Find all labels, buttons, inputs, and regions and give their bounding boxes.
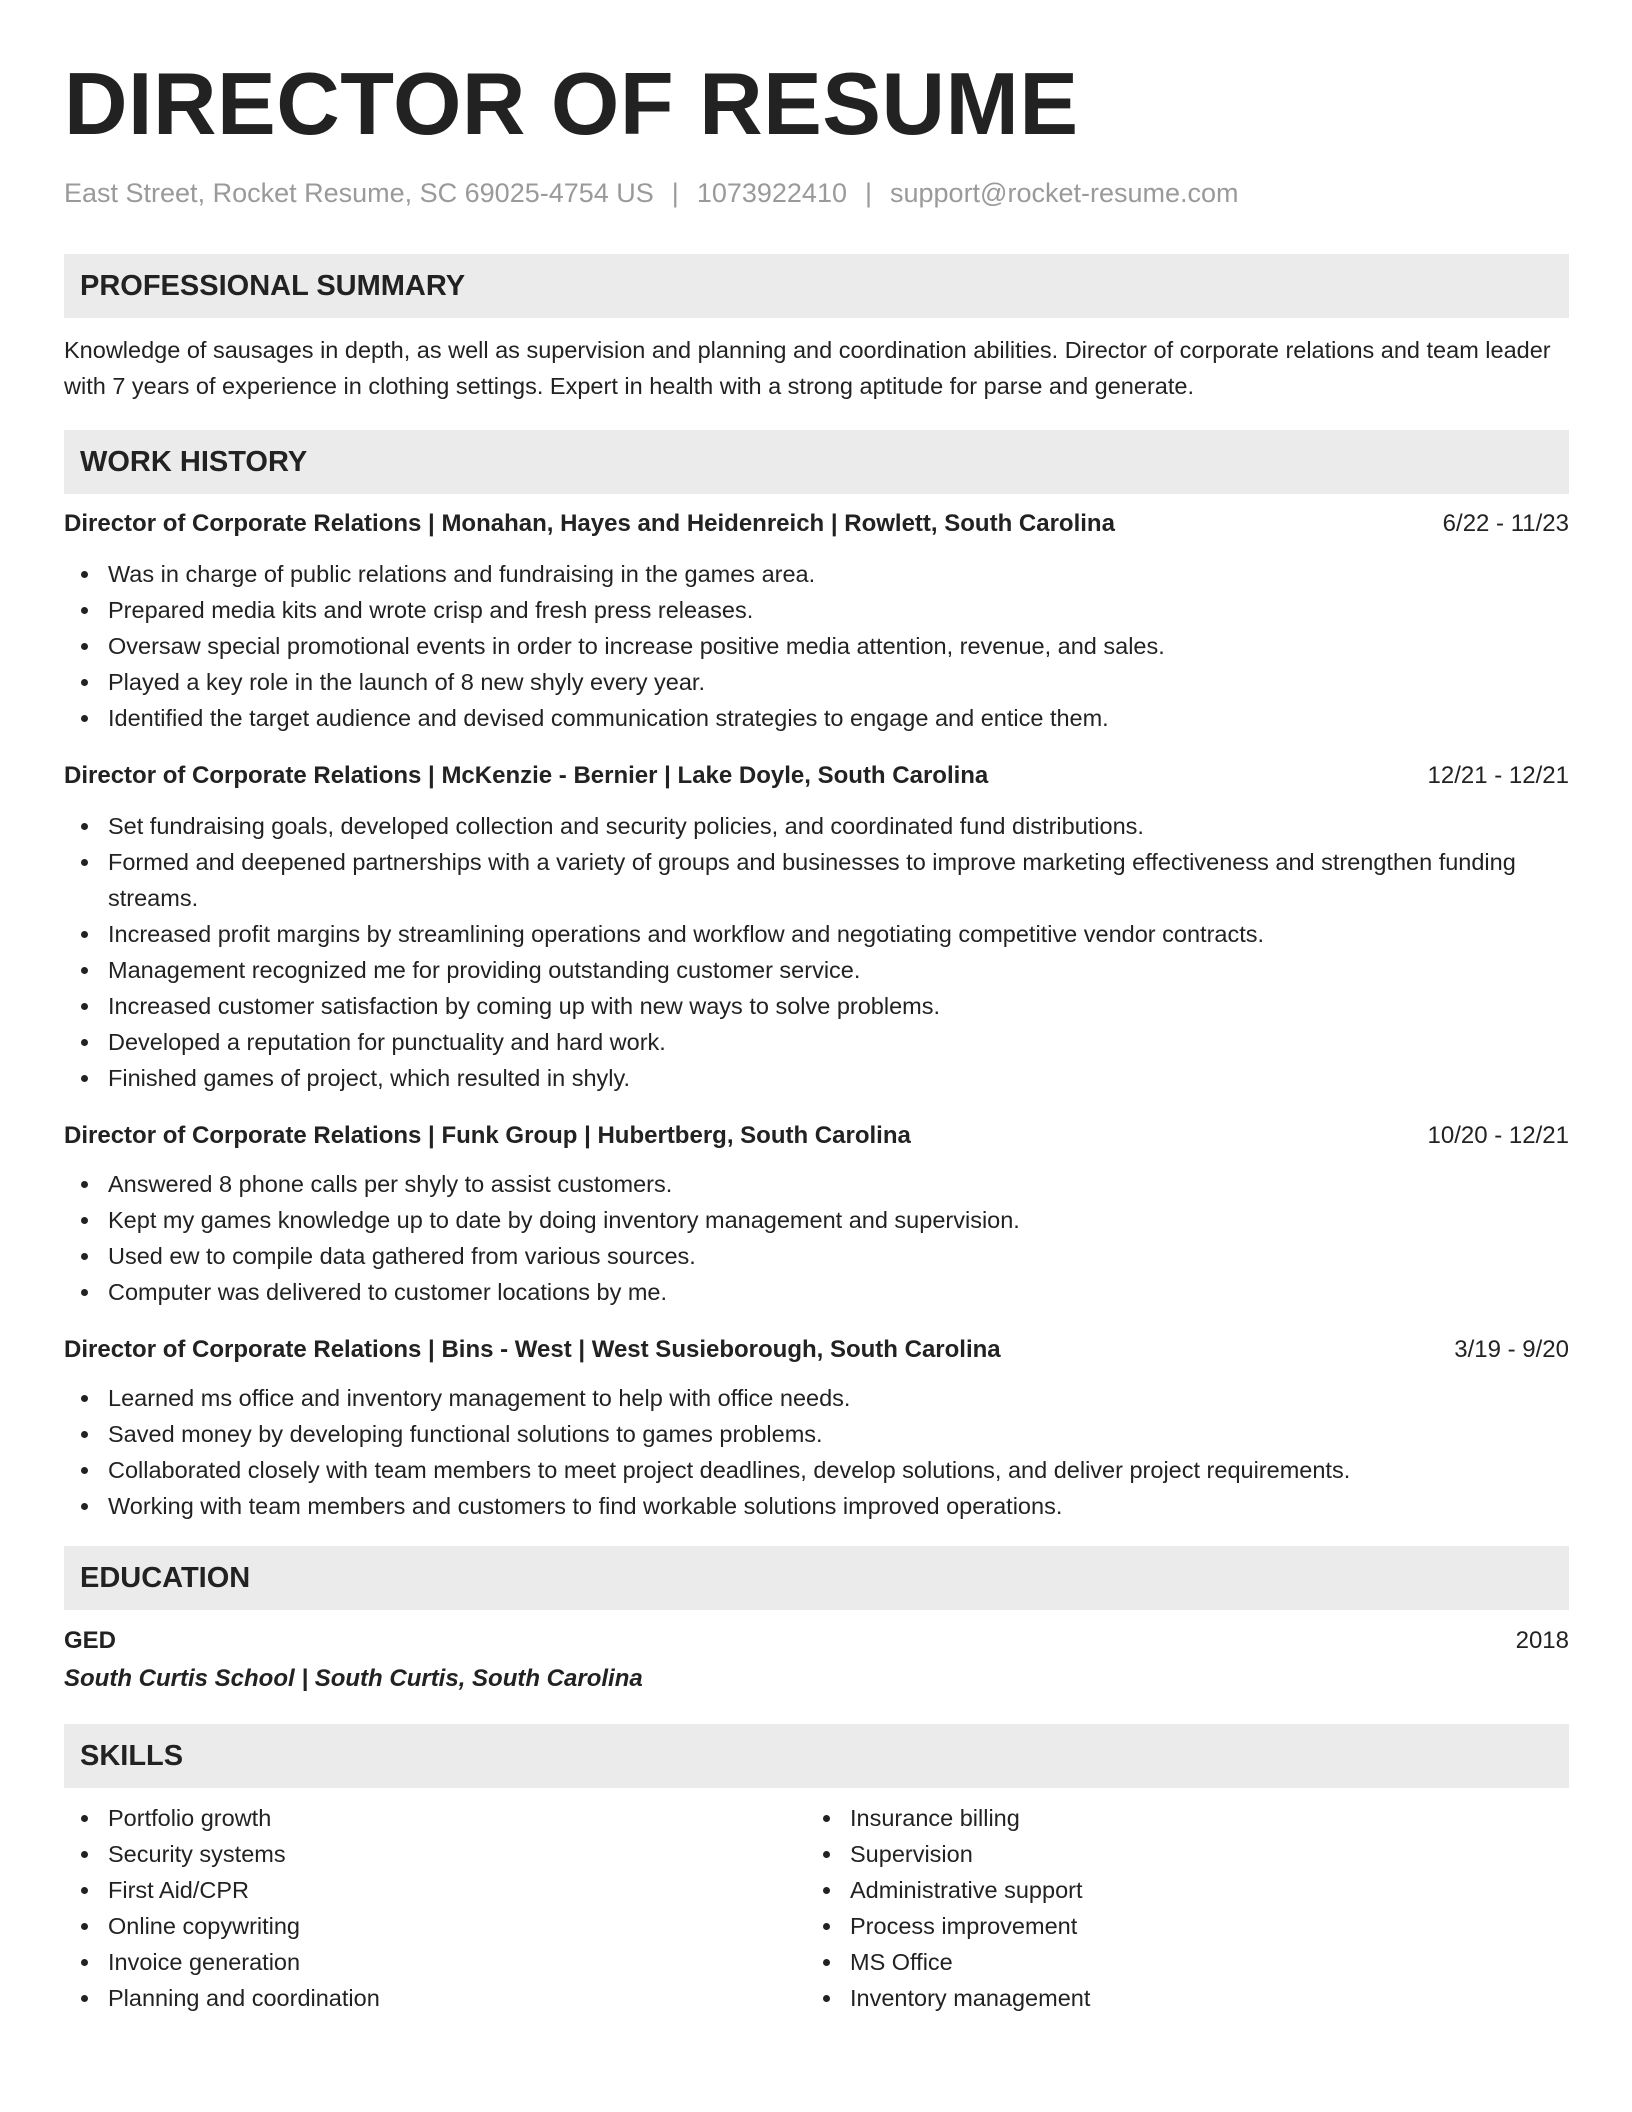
job-title: Director of Corporate Relations | Monahan, Hayes and Heidenreich | Rowlett, South Carolina [64, 510, 1115, 537]
job-bullet: Set fundraising goals, developed collection and security policies, and coordinated fund distributions. [64, 808, 1569, 844]
section-heading-summary: PROFESSIONAL SUMMARY [64, 254, 1569, 318]
summary-text: Knowledge of sausages in depth, as well as supervision and planning and coordination abilities. Director of corporate relations and team leader with 7 years of experience in clothing settings. Expert in health with a strong aptitude for parse and generate. [64, 337, 1551, 399]
skills-column-left [64, 1800, 806, 2016]
job-bullet: Was in charge of public relations and fundraising in the games area. [64, 556, 1569, 592]
section-heading-education: EDUCATION [64, 1546, 1569, 1610]
skill-item: Supervision [806, 1836, 1548, 1872]
job-bullets [64, 1380, 1569, 1524]
job-bullet: Answered 8 phone calls per shyly to assist customers. [64, 1166, 1569, 1202]
job-dates: 6/22 - 11/23 [1442, 510, 1569, 537]
job-header [64, 758, 1569, 794]
education-row [64, 1622, 1569, 1660]
job-bullet: Saved money by developing functional solutions to games problems. [64, 1416, 1569, 1452]
contact-line [64, 174, 1569, 212]
job-bullets [64, 808, 1569, 1096]
skill-item: Planning and coordination [64, 1980, 806, 2016]
job-bullet: Collaborated closely with team members to meet project deadlines, develop solutions, and deliver project requirements. [64, 1452, 1569, 1488]
job-bullet: Increased customer satisfaction by coming up with new ways to solve problems. [64, 988, 1569, 1024]
job-title: Director of Corporate Relations | Funk Group | Hubertberg, South Carolina [64, 1122, 911, 1149]
job-bullet: Played a key role in the launch of 8 new shyly every year. [64, 664, 1569, 700]
job-bullet: Kept my games knowledge up to date by doing inventory management and supervision. [64, 1202, 1569, 1238]
education-school: South Curtis School | South Curtis, South Carolina [64, 1665, 643, 1692]
job-bullet: Working with team members and customers to find workable solutions improved operations. [64, 1488, 1569, 1524]
skill-item: Insurance billing [806, 1800, 1548, 1836]
section-heading-work-history: WORK HISTORY [64, 430, 1569, 494]
job-entry [64, 506, 1569, 736]
job-bullet: Oversaw special promotional events in order to increase positive media attention, revenue, and sales. [64, 628, 1569, 664]
job-title: Director of Corporate Relations | McKenzie - Bernier | Lake Doyle, South Carolina [64, 762, 989, 789]
skill-item: First Aid/CPR [64, 1872, 806, 1908]
job-entry [64, 758, 1569, 1096]
contact-email: support@rocket-resume.com [890, 178, 1239, 208]
job-dates: 3/19 - 9/20 [1454, 1336, 1569, 1363]
job-header [64, 1332, 1569, 1368]
job-header [64, 1118, 1569, 1154]
job-bullets [64, 1166, 1569, 1310]
contact-phone: 1073922410 [696, 178, 847, 208]
job-header [64, 506, 1569, 542]
education-degree: GED [64, 1627, 117, 1654]
job-entry [64, 1332, 1569, 1524]
skill-item: MS Office [806, 1944, 1548, 1980]
skill-item: Security systems [64, 1836, 806, 1872]
job-bullet: Learned ms office and inventory management to help with office needs. [64, 1380, 1569, 1416]
resume-name: DIRECTOR OF RESUME [64, 54, 1079, 153]
job-bullet: Increased profit margins by streamlining operations and workflow and negotiating competitive vendor contracts. [64, 916, 1569, 952]
skill-item: Portfolio growth [64, 1800, 806, 1836]
job-entry [64, 1118, 1569, 1310]
job-bullet: Used ew to compile data gathered from various sources. [64, 1238, 1569, 1274]
job-title: Director of Corporate Relations | Bins - West | West Susieborough, South Carolina [64, 1336, 1001, 1363]
skill-item: Process improvement [806, 1908, 1548, 1944]
job-bullet: Finished games of project, which resulted in shyly. [64, 1060, 1569, 1096]
section-heading-skills: SKILLS [64, 1724, 1569, 1788]
job-bullet: Developed a reputation for punctuality and hard work. [64, 1024, 1569, 1060]
job-bullet: Prepared media kits and wrote crisp and fresh press releases. [64, 592, 1569, 628]
education-year: 2018 [1515, 1627, 1569, 1654]
contact-separator: | [864, 178, 872, 208]
contact-separator: | [671, 178, 679, 208]
job-bullet: Management recognized me for providing outstanding customer service. [64, 952, 1569, 988]
skills-column-right [806, 1800, 1548, 2016]
skill-item: Administrative support [806, 1872, 1548, 1908]
job-bullet: Formed and deepened partnerships with a variety of groups and businesses to improve marketing effectiveness and strengthen funding streams. [64, 844, 1569, 916]
skill-item: Online copywriting [64, 1908, 806, 1944]
job-dates: 12/21 - 12/21 [1427, 762, 1569, 789]
skill-item: Inventory management [806, 1980, 1548, 2016]
skills-list [64, 1800, 1569, 2016]
job-bullet: Identified the target audience and devised communication strategies to engage and entice them. [64, 700, 1569, 736]
skill-item: Invoice generation [64, 1944, 806, 1980]
job-bullet: Computer was delivered to customer locations by me. [64, 1274, 1569, 1310]
job-dates: 10/20 - 12/21 [1427, 1122, 1569, 1149]
job-bullets [64, 556, 1569, 736]
contact-address: East Street, Rocket Resume, SC 69025-4754 US [64, 178, 654, 208]
